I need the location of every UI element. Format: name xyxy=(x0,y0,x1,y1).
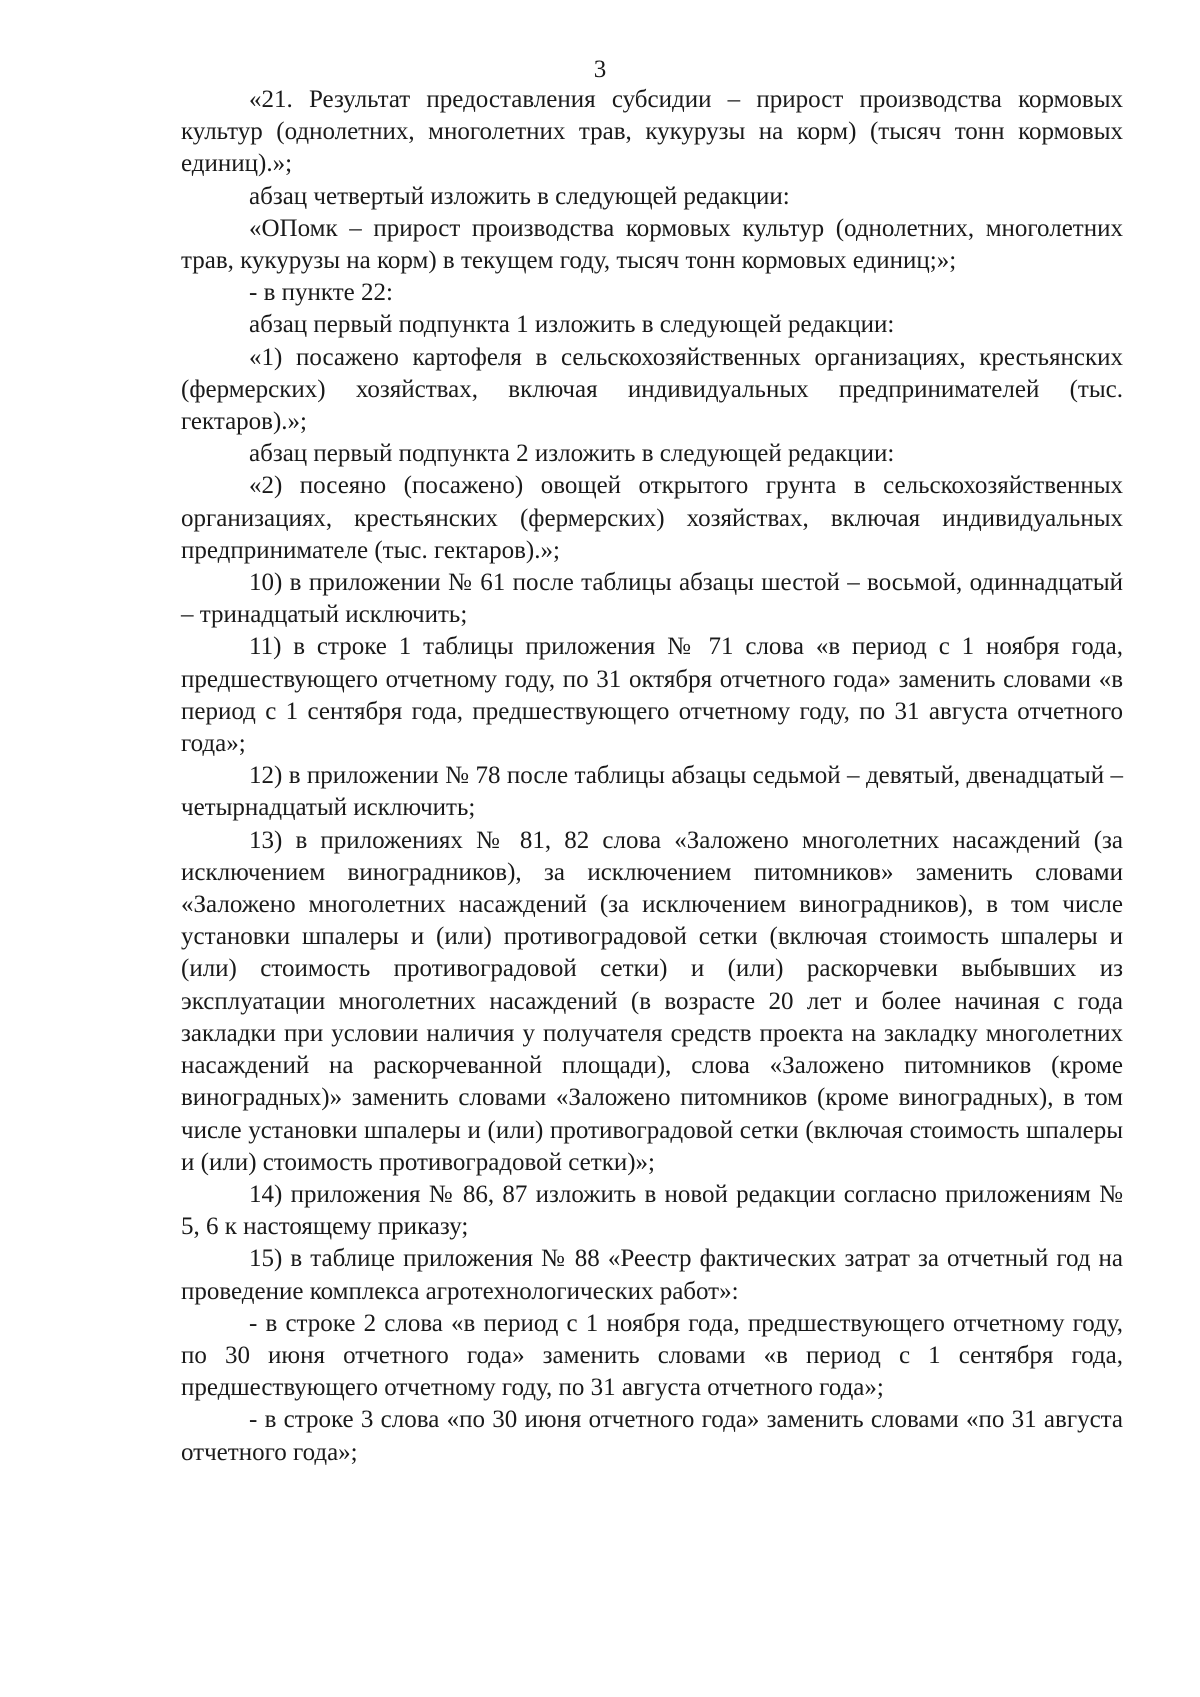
paragraph-point-22: - в пункте 22: xyxy=(249,279,393,307)
paragraph-item-10: 10) в приложении № 61 после таблицы абзацы шестой – восьмой, одиннадцатый – тринадцатый исключить; xyxy=(181,569,1123,629)
paragraph-subpoint-1-intro: абзац первый подпункта 1 изложить в следующей редакции: xyxy=(249,311,895,339)
paragraph-item-15: 15) в таблице приложения № 88 «Реестр фактических затрат за отчетный год на проведение комплекса агротехнологических работ»: xyxy=(181,1245,1123,1305)
paragraph-row-3: - в строке 3 слова «по 30 июня отчетного года» заменить словами «по 31 августа отчетного года»; xyxy=(181,1406,1123,1466)
paragraph-opomk-definition: «ОПомк – прирост производства кормовых культур (однолетних, многолетних трав, кукурузы на корм) в текущем году, тысяч тонн кормовых единиц;»; xyxy=(181,214,1123,275)
paragraph-item-13: 13) в приложениях № 81, 82 слова «Заложено многолетних насаждений (за исключением виноградников), за исключением питомников» заменить словами «Заложено многолетних насаждений (за исключением виноградников), в том числе установки шпалеры и (или) противоградовой сетки (включая стоимость шпалеры и (или) стоимость противоградовой сетки) и (или) раскорчевки выбывших из эксплуатации многолетних насаждений (в возрасте 20 лет и более начиная с года закладки при условии наличия у получателя средств проекта на закладку многолетних насаждений на раскорчеванной площади), слова «Заложено питомников (кроме виноградных)» заменить словами «Заложено питомников (кроме виноградных), в том числе установки шпалеры и (или) противоградовой сетки (включая стоимость шпалеры и (или) стоимость противоградовой сетки)»; xyxy=(181,826,1123,1176)
paragraph-subpoint-1-text: «1) посажено картофеля в сельскохозяйственных организациях, крестьянских (фермерских) хозяйствах, включая индивидуальных предпринимателей (тыс. гектаров).»; xyxy=(181,343,1123,436)
document-body xyxy=(181,84,1123,1469)
paragraph-subpoint-2-intro: абзац первый подпункта 2 изложить в следующей редакции: xyxy=(249,440,895,468)
paragraph-item-21-result: «21. Результат предоставления субсидии – прирост производства кормовых культур (однолетних, многолетних трав, кукурузы на корм) (тысяч тонн кормовых единиц).»; xyxy=(181,86,1123,178)
page-number: 3 xyxy=(593,56,607,83)
paragraph-item-12: 12) в приложении № 78 после таблицы абзацы седьмой – девятый, двенадцатый – четырнадцатый исключить; xyxy=(181,762,1123,822)
paragraph-item-11: 11) в строке 1 таблицы приложения № 71 слова «в период с 1 ноября года, предшествующего отчетному году, по 31 октября отчетного года» заменить словами «в период с 1 сентября года, предшествующего отчетному году, по 31 августа отчетного года»; xyxy=(181,633,1123,758)
paragraph-row-2: - в строке 2 слова «в период с 1 ноября года, предшествующего отчетному году, по 30 июня отчетного года» заменить словами «в период с 1 сентября года, предшествующего отчетному году, по 31 августа отчетного года»; xyxy=(181,1309,1123,1402)
paragraph-abzac-fourth: абзац четвертый изложить в следующей редакции: xyxy=(249,182,790,210)
paragraph-item-14: 14) приложения № 86, 87 изложить в новой редакции согласно приложениям № 5, 6 к настоящему приказу; xyxy=(181,1180,1123,1241)
paragraph-subpoint-2-text: «2) посеяно (посажено) овощей открытого грунта в сельскохозяйственных организациях, крестьянских (фермерских) хозяйствах, включая индивидуальных предпринимателе (тыс. гектаров).»; xyxy=(181,472,1123,564)
